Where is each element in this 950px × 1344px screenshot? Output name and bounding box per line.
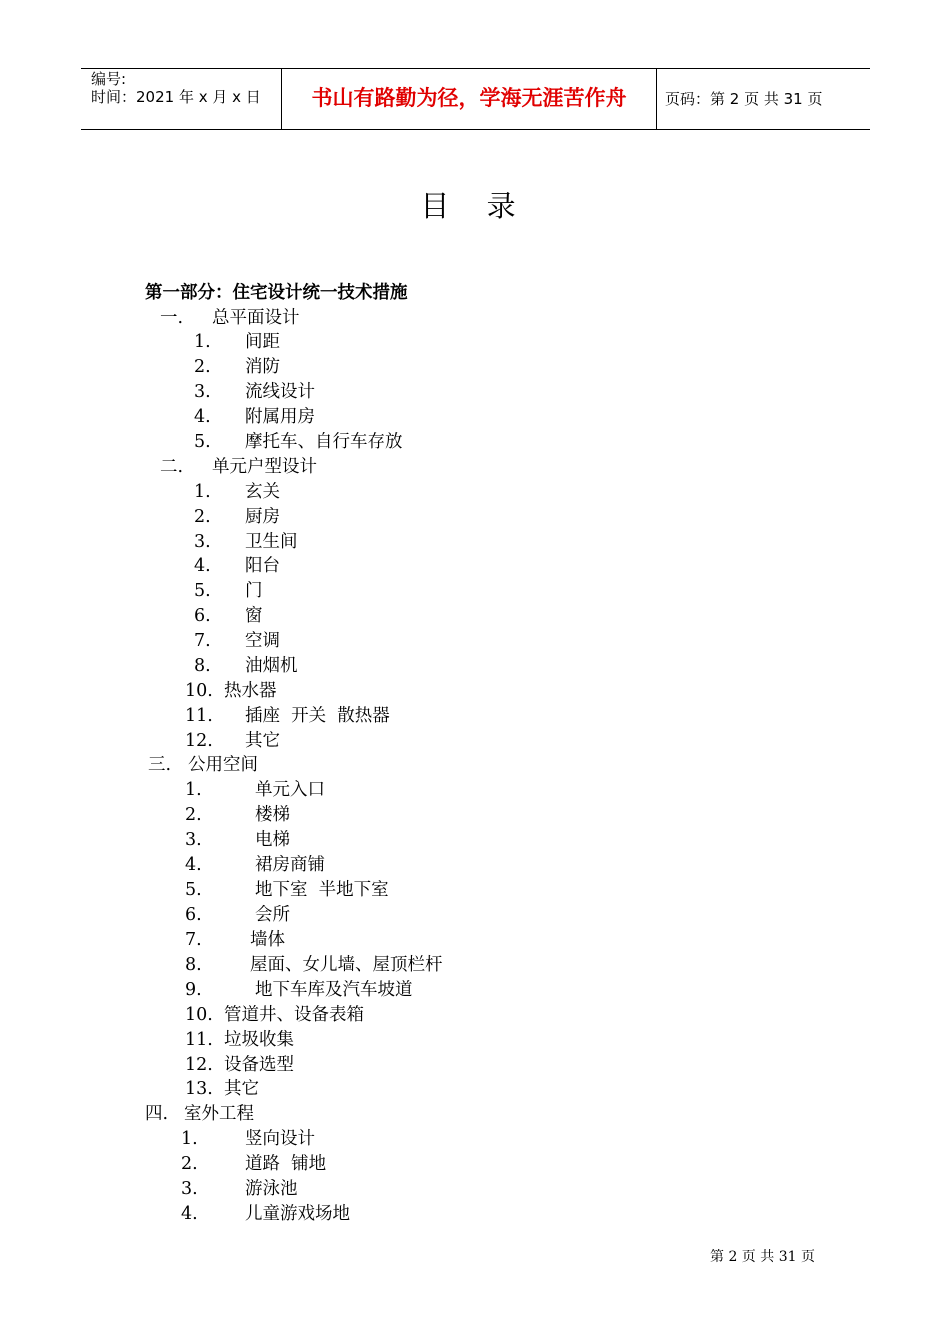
toc-item-number: 11. bbox=[185, 706, 213, 726]
toc-section-number: 三. bbox=[148, 755, 172, 775]
toc-item-number: 12. bbox=[185, 731, 213, 751]
header-time-label: 时间：2021 年 x 月 x 日 bbox=[91, 88, 261, 106]
toc-item-text: 屋面、女儿墙、屋顶栏杆 bbox=[250, 955, 443, 975]
toc-item-text: 设备选型 bbox=[224, 1055, 294, 1075]
header-motto-cell bbox=[281, 69, 657, 129]
toc-item-text: 玄关 bbox=[245, 482, 280, 502]
page-title: 目 录 bbox=[420, 189, 530, 223]
page-header bbox=[81, 68, 870, 130]
toc-item-text: 窗 bbox=[245, 606, 263, 626]
toc-item-number: 12. bbox=[185, 1055, 213, 1075]
toc-item-number: 8. bbox=[194, 656, 211, 676]
toc-item-number: 7. bbox=[185, 930, 202, 950]
toc-item-text: 间距 bbox=[245, 332, 280, 352]
toc-item-number: 10. bbox=[185, 1005, 213, 1025]
toc-section-title: 单元户型设计 bbox=[212, 457, 317, 477]
page-footer: 第 2 页 共 31 页 bbox=[710, 1249, 815, 1265]
toc-item-number: 2. bbox=[194, 357, 211, 377]
toc-section-number: 四. bbox=[145, 1104, 169, 1124]
toc-item-number: 9. bbox=[185, 980, 202, 1000]
toc-item-text: 门 bbox=[245, 581, 263, 601]
toc-part-heading: 第一部分：住宅设计统一技术措施 bbox=[145, 283, 408, 303]
toc-item-text: 空调 bbox=[245, 631, 280, 651]
toc-item-number: 13. bbox=[185, 1079, 213, 1099]
toc-item-text: 裙房商铺 bbox=[255, 855, 325, 875]
toc-item-text: 其它 bbox=[245, 731, 280, 751]
toc-item-text: 儿童游戏场地 bbox=[245, 1204, 350, 1224]
toc-item-text: 其它 bbox=[224, 1079, 259, 1099]
toc-item-number: 3. bbox=[194, 532, 211, 552]
toc-item-text: 单元入口 bbox=[255, 780, 325, 800]
toc-section-title: 室外工程 bbox=[184, 1104, 254, 1124]
toc-item-text: 消防 bbox=[245, 357, 280, 377]
toc-item-number: 1. bbox=[181, 1129, 198, 1149]
toc-item-number: 7. bbox=[194, 631, 211, 651]
toc-item-number: 2. bbox=[194, 507, 211, 527]
toc-item-number: 5. bbox=[194, 581, 211, 601]
toc-item-text: 摩托车、自行车存放 bbox=[245, 432, 403, 452]
toc-item-number: 3. bbox=[181, 1179, 198, 1199]
toc-item-text: 热水器 bbox=[224, 681, 277, 701]
toc-item-number: 4. bbox=[194, 556, 211, 576]
toc-section-title: 总平面设计 bbox=[212, 308, 300, 328]
toc-item-number: 1. bbox=[194, 332, 211, 352]
toc-item-text: 地下车库及汽车坡道 bbox=[255, 980, 413, 1000]
toc-item-number: 6. bbox=[194, 606, 211, 626]
toc-section-title: 公用空间 bbox=[188, 755, 258, 775]
toc-item-number: 3. bbox=[194, 382, 211, 402]
toc-item-text: 楼梯 bbox=[255, 805, 290, 825]
toc-item-text: 卫生间 bbox=[245, 532, 298, 552]
toc-item-number: 1. bbox=[185, 780, 202, 800]
header-number-label: 编号: bbox=[91, 70, 127, 88]
toc-item-text: 会所 bbox=[255, 905, 290, 925]
toc-item-number: 4. bbox=[181, 1204, 198, 1224]
toc-item-text: 电梯 bbox=[255, 830, 290, 850]
toc-item-text: 阳台 bbox=[245, 556, 280, 576]
header-page-cell bbox=[656, 69, 870, 129]
toc-item-number: 4. bbox=[194, 407, 211, 427]
toc-item-number: 5. bbox=[194, 432, 211, 452]
toc-item-text: 垃圾收集 bbox=[224, 1030, 294, 1050]
toc-item-text: 竖向设计 bbox=[245, 1129, 315, 1149]
toc-item-number: 8. bbox=[185, 955, 202, 975]
toc-item-number: 5. bbox=[185, 880, 202, 900]
toc-item-number: 4. bbox=[185, 855, 202, 875]
header-motto: 书山有路勤为径，学海无涯苦作舟 bbox=[311, 86, 627, 110]
toc-item-number: 2. bbox=[185, 805, 202, 825]
toc-item-number: 2. bbox=[181, 1154, 198, 1174]
toc-item-text: 管道井、设备表箱 bbox=[224, 1005, 364, 1025]
toc-item-number: 10. bbox=[185, 681, 213, 701]
toc-item-text: 附属用房 bbox=[245, 407, 315, 427]
toc-item-text: 道路 铺地 bbox=[245, 1154, 327, 1174]
toc-item-number: 6. bbox=[185, 905, 202, 925]
toc-section-number: 一. bbox=[160, 308, 184, 328]
toc-section-number: 二. bbox=[160, 457, 184, 477]
toc-item-text: 地下室 半地下室 bbox=[255, 880, 389, 900]
header-page-label: 页码：第 2 页 共 31 页 bbox=[665, 90, 823, 108]
toc-item-text: 游泳池 bbox=[245, 1179, 298, 1199]
toc-item-text: 墙体 bbox=[250, 930, 285, 950]
toc-item-text: 插座 开关 散热器 bbox=[245, 706, 390, 726]
toc-item-text: 油烟机 bbox=[245, 656, 298, 676]
toc-item-number: 3. bbox=[185, 830, 202, 850]
toc-item-text: 流线设计 bbox=[245, 382, 315, 402]
toc-item-text: 厨房 bbox=[245, 507, 280, 527]
toc-item-number: 1. bbox=[194, 482, 211, 502]
header-info-cell bbox=[81, 69, 281, 129]
toc-item-number: 11. bbox=[185, 1030, 213, 1050]
